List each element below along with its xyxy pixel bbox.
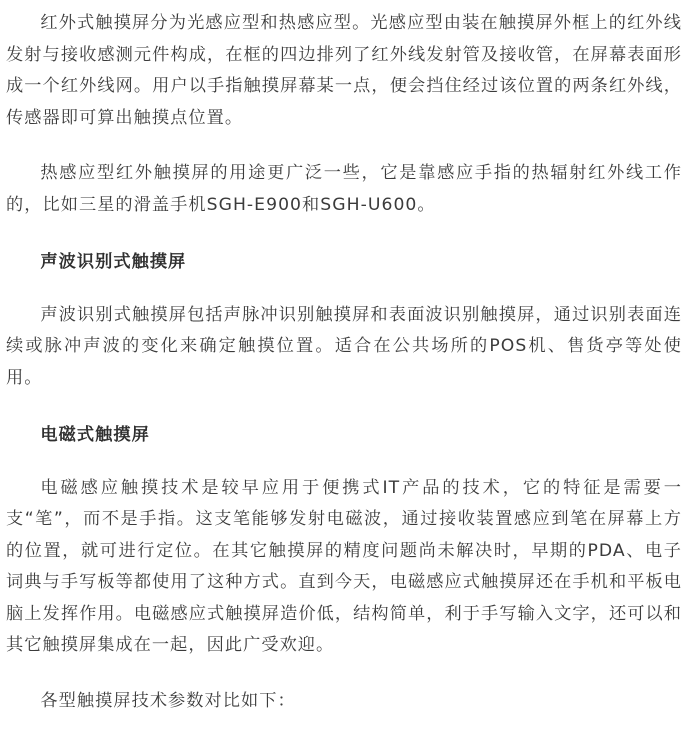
article-body: [6, 0, 682, 717]
section-heading-electromagnetic: 电磁式触摸屏: [40, 425, 150, 445]
paragraph-acoustic: 声波识别式触摸屏包括声脉冲识别触摸屏和表面波识别触摸屏，通过识别表面连续或脉冲声波的变化来确定触摸位置。适合在公共场所的POS机、售货亭等处使用。: [6, 304, 682, 388]
paragraph-electromagnetic: 电磁感应触摸技术是较早应用于便携式IT产品的技术，它的特征是需要一支“笔”，而不是手指。这支笔能够发射电磁波，通过接收装置感应到笔在屏幕上方的位置，就可进行定位。在其它触摸屏的精度问题尚未解决时，早期的PDA、电子词典与手写板等都使用了这种方式。直到今天，电磁感应式触摸屏还在手机和平板电脑上发挥作用。电磁感应式触摸屏造价低，结构简单，利于手写输入文字，还可以和其它触摸屏集成在一起，因此广受欢迎。: [6, 477, 682, 655]
paragraph-thermal-infrared: 热感应型红外触摸屏的用途更广泛一些，它是靠感应手指的热辐射红外线工作的，比如三星的滑盖手机SGH-E900和SGH-U600。: [6, 163, 682, 215]
paragraph-comparison-intro: 各型触摸屏技术参数对比如下：: [40, 690, 296, 711]
paragraph-infrared: 红外式触摸屏分为光感应型和热感应型。光感应型由装在触摸屏外框上的红外线发射与接收感测元件构成，在框的四边排列了红外线发射管及接收管，在屏幕表面形成一个红外线网。用户以手指触摸屏幕某一点，便会挡住经过该位置的两条红外线，传感器即可算出触摸点位置。: [6, 13, 682, 128]
section-heading-acoustic: 声波识别式触摸屏: [40, 252, 187, 272]
